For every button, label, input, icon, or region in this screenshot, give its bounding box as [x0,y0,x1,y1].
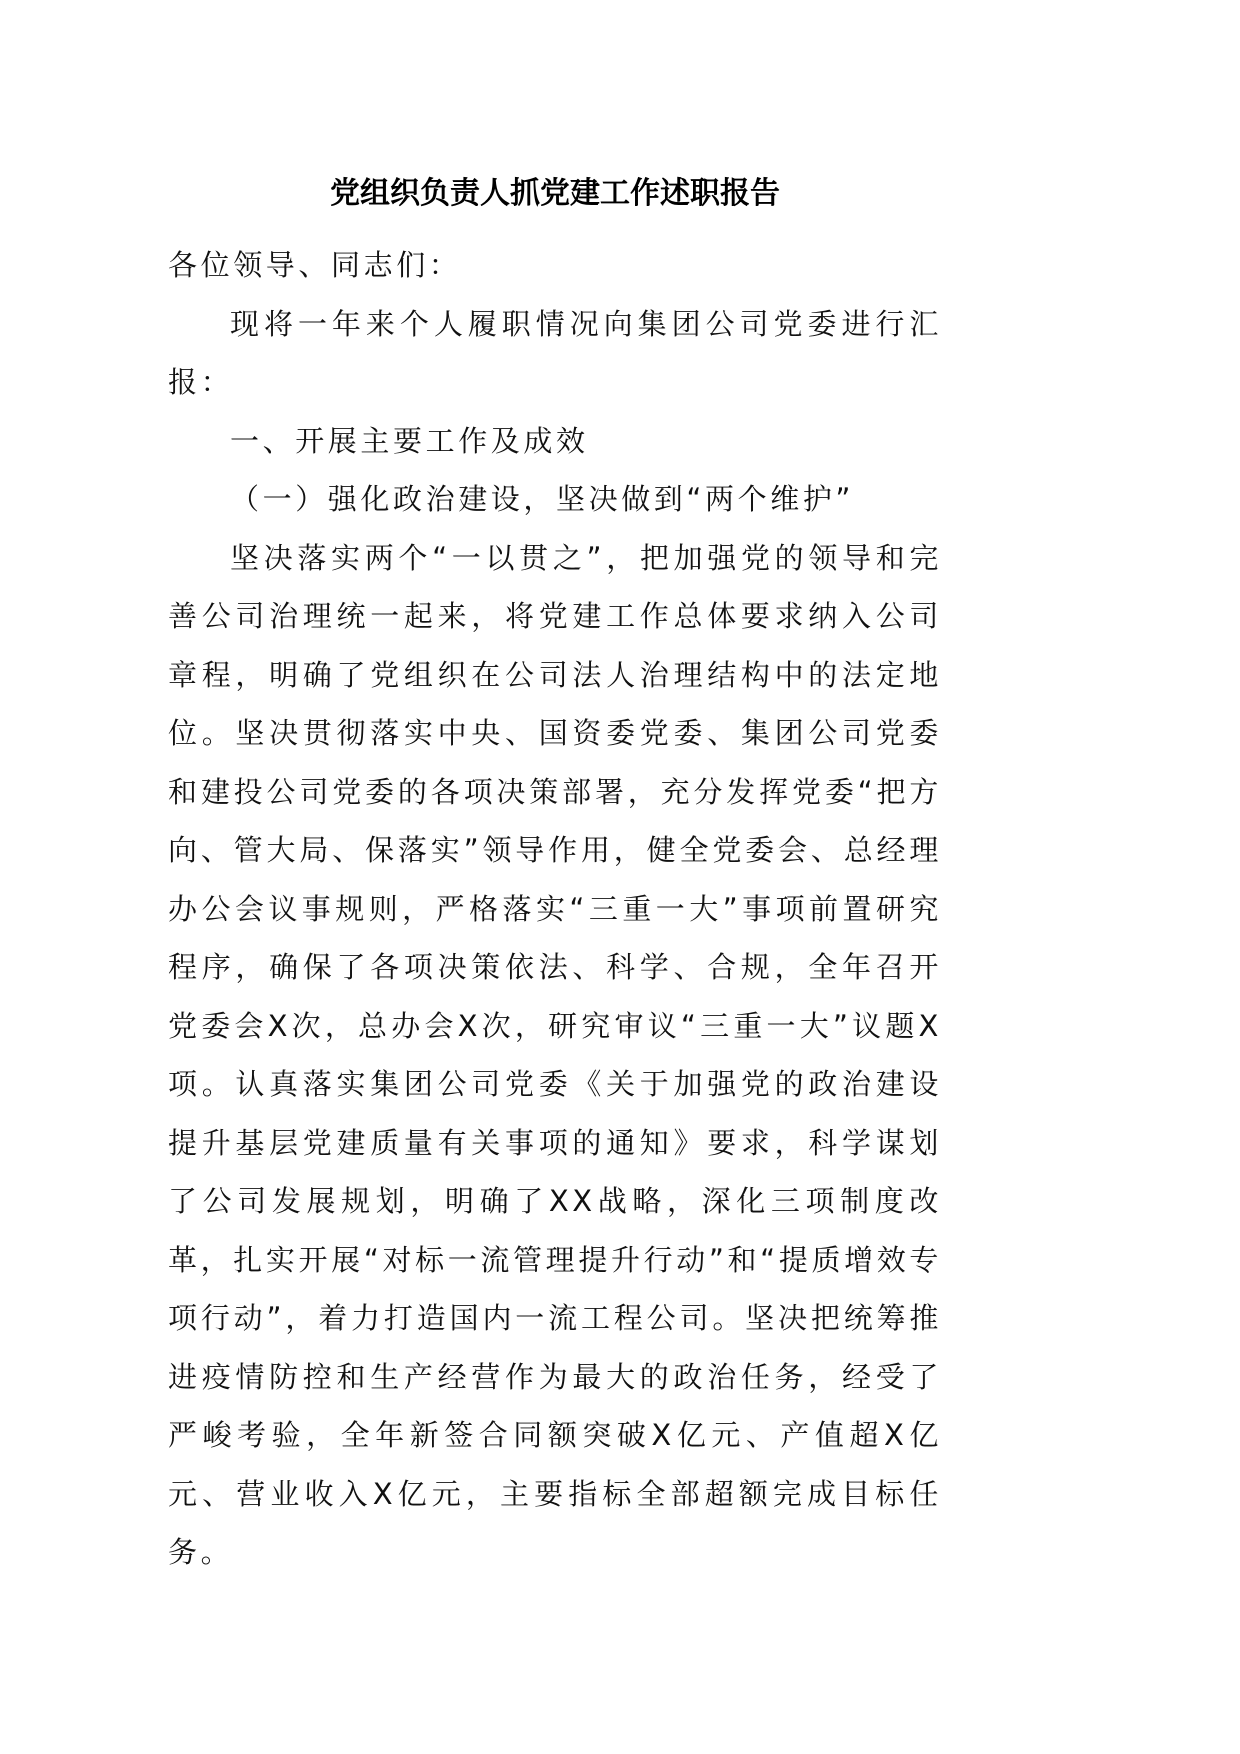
subsection-heading: （一）强化政治建设，坚决做到“两个维护” [230,482,855,516]
intro-paragraph: 现将一年来个人履职情况向集团公司党委进行汇报： [168,306,942,399]
body-paragraph: 坚决落实两个“一以贯之”，把加强党的领导和完善公司治理统一起来，将党建工作总体要求纳入公司章程，明确了党组织在公司法人治理结构中的法定地位。坚决贯彻落实中央、国资委党委、集团公司党委和建投公司党委的各项决策部署，充分发挥党委“把方向、管大局、保落实”领导作用，健全党委会、总经理办公会议事规则，严格落实“三重一大”事项前置研究程序，确保了各项决策依法、科学、合规，全年召开党委会X次，总办会X次，研究审议“三重一大”议题X项。认真落实集团公司党委《关于加强党的政治建设提升基层党建质量有关事项的通知》要求，科学谋划了公司发展规划，明确了XX战略，深化三项制度改革，扎实开展“对标一流管理提升行动”和“提质增效专项行动”，着力打造国内一流工程公司。坚决把统筹推进疫情防控和生产经营作为最大的政治任务，经受了严峻考验，全年新签合同额突破X亿元、产值超X亿元、营业收入X亿元，主要指标全部超额完成目标任务。 [168,540,942,1569]
document-body [168,236,942,1582]
document-title: 党组织负责人抓党建工作述职报告 [330,176,780,211]
section-heading: 一、开展主要工作及成效 [230,423,589,458]
salutation: 各位领导、同志们： [168,248,462,282]
